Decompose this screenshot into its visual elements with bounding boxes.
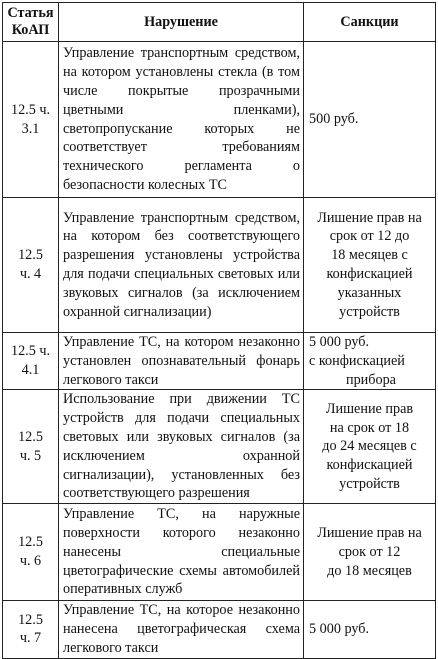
sanctions-line: 18 месяцев с (331, 247, 408, 264)
sanctions-line: Лишение прав на (317, 524, 422, 541)
sanctions-line: с конфискацией (309, 352, 405, 369)
header-article-line: Статья (7, 5, 54, 21)
article-cell (3, 198, 59, 333)
article-line: 4.1 (21, 362, 40, 379)
sanctions-line: конфискацией (326, 266, 413, 282)
table-row (3, 390, 436, 504)
table-row (3, 333, 436, 390)
table-row (3, 601, 436, 658)
sanctions-cell (304, 601, 436, 658)
article-cell (3, 333, 59, 390)
table-row (3, 198, 436, 333)
sanctions-cell (304, 333, 436, 390)
article-cell (3, 601, 59, 658)
sanctions-line: до 18 месяцев (327, 562, 412, 579)
sanctions-line: срок от 12 (338, 543, 401, 560)
article-line: 12.5 (18, 534, 43, 551)
sanctions-line: Лишение прав на (317, 209, 422, 226)
article-line: ч. 7 (19, 630, 42, 647)
sanctions-line: устройств (339, 303, 400, 320)
sanctions-line: указанных (337, 284, 402, 301)
sanctions-line: 500 руб. (309, 111, 359, 128)
article-line: 12.5 ч. (10, 343, 51, 360)
article-line: 3.1 (21, 120, 40, 137)
violation-cell: Управление ТС, на которое незаконно нанесена цветографическая схема легкового такси (59, 601, 304, 658)
sanctions-line: 5 000 руб. (309, 334, 370, 350)
violation-cell: Управление транспортным средством, на котором установлены стекла (в том числе покрытые прозрачными цветными пленками), светопропускание которых не соответствует требованиям технического регламента о безопасности колесных ТС (59, 42, 304, 198)
header-article (3, 3, 59, 42)
violations-table (2, 2, 436, 659)
sanctions-line: Лишение прав (325, 400, 414, 417)
sanctions-line: конфискацией (326, 457, 413, 474)
header-sanctions: Санкции (304, 3, 436, 42)
article-cell (3, 390, 59, 504)
sanctions-line: срок от 12 до (329, 228, 410, 245)
sanctions-line: устройств (339, 475, 400, 492)
article-line: ч. 5 (19, 447, 42, 464)
violation-cell: Использование при движении ТС устройств для подачи специальных световых или звуковых сигналов (за исключением охранной сигнализации), установленных без соответствующего разрешения (59, 390, 304, 504)
violation-cell: Управление ТС, на котором незаконно установлен опознавательный фонарь легкового такси (59, 333, 304, 390)
table-row (3, 504, 436, 601)
violation-cell: Управление транспортным средством, на котором без соответствующего разрешения установлены устройства для подачи специальных световых или звуковых сигналов (за исключением охранной сигнализации) (59, 198, 304, 333)
table-row (3, 42, 436, 198)
article-line: ч. 4 (19, 266, 42, 282)
header-article-line: КоАП (11, 22, 50, 38)
article-line: 12.5 (18, 428, 43, 445)
sanctions-cell (304, 390, 436, 504)
article-line: 12.5 (18, 611, 43, 628)
article-cell (3, 42, 59, 198)
sanctions-line: до 24 месяцев с (322, 438, 417, 455)
sanctions-line: на срок от 18 (329, 419, 410, 436)
sanctions-cell (304, 42, 436, 198)
article-line: 12.5 ч. (10, 101, 51, 118)
article-line: ч. 6 (19, 553, 42, 570)
table-header-row (3, 3, 436, 42)
sanctions-line: 5 000 руб. (309, 620, 370, 637)
sanctions-cell (304, 198, 436, 333)
article-line: 12.5 (18, 247, 43, 264)
sanctions-cell (304, 504, 436, 601)
header-violation: Нарушение (59, 3, 304, 42)
violation-cell: Управление ТС, на наружные поверхности которого незаконно нанесены специальные цветографические схемы автомобилей оперативных служб (59, 504, 304, 601)
sanctions-line: прибора (346, 371, 396, 388)
article-cell (3, 504, 59, 601)
